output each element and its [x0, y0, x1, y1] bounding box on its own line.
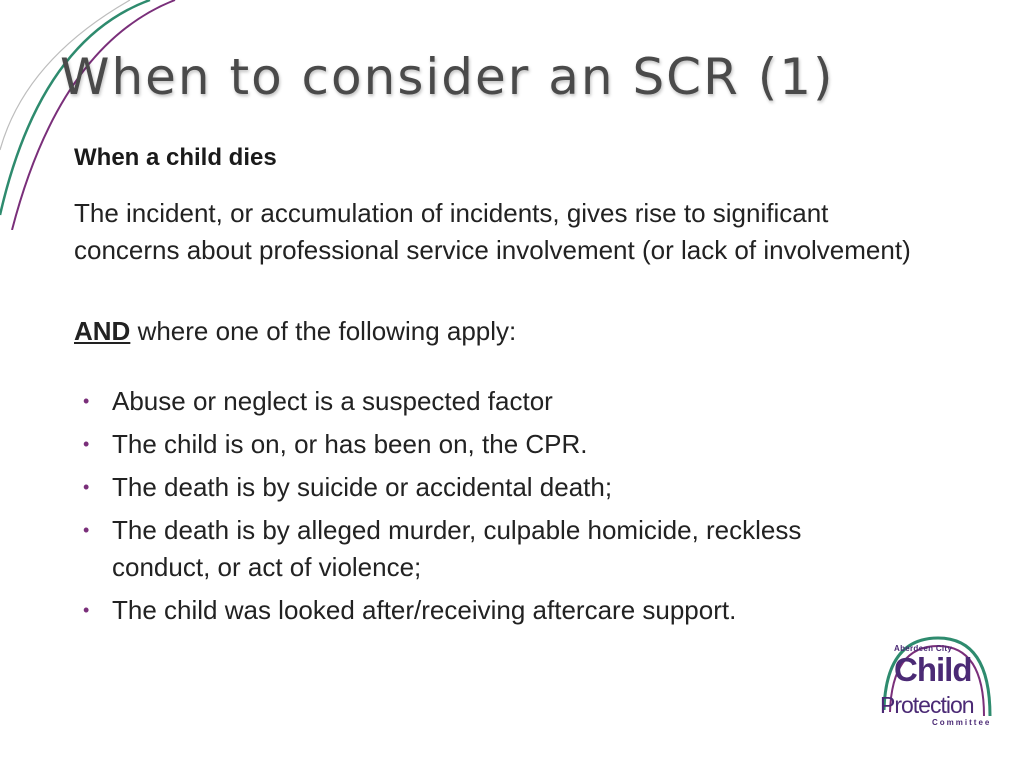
slide-title: When to consider an SCR (1)	[60, 48, 835, 106]
list-item-text: The child is on, or has been on, the CPR.	[112, 429, 588, 459]
and-line-text: where one of the following apply:	[130, 316, 517, 346]
child-protection-logo	[876, 630, 996, 740]
logo-protection-text: Protection	[880, 692, 974, 718]
list-item	[74, 469, 904, 506]
subheading: When a child dies	[74, 144, 277, 171]
bullet-icon: •	[83, 434, 90, 454]
list-item-text: The death is by alleged murder, culpable homicide, reckless conduct, or act of violence;	[112, 515, 802, 582]
and-keyword: AND	[74, 316, 131, 346]
list-item-text: The child was looked after/receiving aftercare support.	[112, 595, 737, 625]
and-line	[74, 313, 516, 350]
criteria-list	[74, 383, 904, 635]
logo-city-text: Aberdeen City	[894, 644, 953, 653]
bullet-icon: •	[83, 391, 90, 411]
list-item	[74, 426, 904, 463]
bullet-icon: •	[83, 477, 90, 497]
list-item-text: The death is by suicide or accidental death;	[112, 472, 613, 502]
logo-committee-text: Committee	[932, 718, 992, 727]
body-paragraph: The incident, or accumulation of incidents, gives rise to significant concerns about professional service involvement (or lack of involvement)	[74, 198, 911, 265]
bullet-icon: •	[83, 600, 90, 620]
logo-child-text: Child	[894, 651, 972, 688]
list-item	[74, 592, 904, 629]
list-item	[74, 512, 904, 586]
list-item-text: Abuse or neglect is a suspected factor	[112, 386, 553, 416]
bullet-icon: •	[83, 520, 90, 540]
list-item	[74, 383, 904, 420]
